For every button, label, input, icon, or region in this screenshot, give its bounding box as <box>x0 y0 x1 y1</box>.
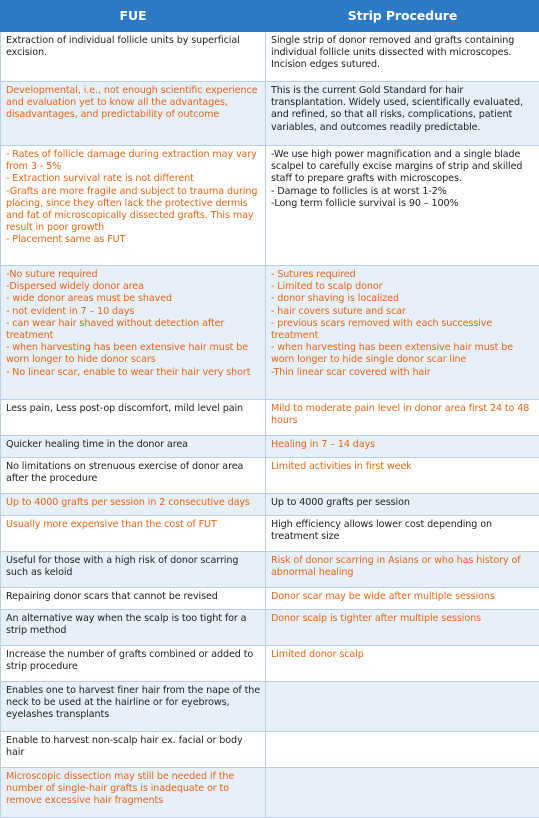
strip-cell <box>266 435 539 457</box>
table-row <box>1 81 539 145</box>
cell-line: Donor scar may be wide after multiple sessions <box>271 590 495 602</box>
strip-cell <box>266 265 539 399</box>
strip-cell <box>266 81 539 145</box>
cell-line: - Rates of follicle damage during extraction may vary from 3 - 5% <box>6 148 257 173</box>
strip-cell <box>266 587 539 609</box>
strip-cell <box>266 145 539 265</box>
table-row <box>1 32 539 82</box>
fue-cell <box>1 81 266 145</box>
table-row <box>1 493 539 515</box>
cell-line: Microscopic dissection may still be needed if the number of single-hair grafts is inadequate or to remove excessive hair fragments <box>6 770 235 807</box>
header-fue: FUE <box>1 1 266 32</box>
cell-line: - previous scars removed with each successive treatment <box>271 317 493 341</box>
cell-line: - Damage to follicles is at worst 1-2% <box>271 185 447 197</box>
table-row <box>1 457 539 493</box>
strip-cell <box>266 493 539 515</box>
cell-line: Less pain, Less post-op discomfort, mild level pain <box>6 402 244 414</box>
cell-line: - not evident in 7 – 10 days <box>6 305 135 317</box>
strip-cell <box>266 515 539 551</box>
cell-line: An alternative way when the scalp is too tight for a strip method <box>6 612 247 637</box>
cell-line: Single strip of donor removed and grafts containing individual follicle units dissected with microscopes. Incision edges sutured. <box>271 35 515 71</box>
cell-line: - wide donor areas must be shaved <box>6 293 173 305</box>
cell-line: High efficiency allows lower cost depending on treatment size <box>271 518 492 543</box>
fue-cell <box>1 493 266 515</box>
strip-cell <box>266 609 539 645</box>
fue-cell <box>1 265 266 399</box>
cell-line: Donor scalp is tighter after multiple sessions <box>271 612 482 624</box>
table-row <box>1 265 539 399</box>
cell-line: Usually more expensive than the cost of FUT <box>6 518 217 530</box>
table-row <box>1 551 539 587</box>
strip-cell <box>266 681 539 731</box>
cell-line: - can wear hair shaved without detection after treatment <box>6 317 225 341</box>
cell-line: - No linear scar, enable to wear their hair very short <box>6 366 251 378</box>
fue-cell <box>1 145 266 265</box>
cell-line: Limited activities in first week <box>271 460 412 472</box>
cell-line: Repairing donor scars that cannot be revised <box>6 590 218 602</box>
table-row <box>1 515 539 551</box>
table-row <box>1 145 539 265</box>
cell-line: Up to 4000 grafts per session <box>271 496 410 508</box>
cell-line: Enable to harvest non-scalp hair ex. facial or body hair <box>6 734 243 759</box>
fue-cell <box>1 767 266 817</box>
cell-line: Risk of donor scarring in Asians or who has history of abnormal healing <box>271 554 521 579</box>
cell-line: Healing in 7 – 14 days <box>271 438 376 450</box>
cell-line: Quicker healing time in the donor area <box>6 438 188 450</box>
table-row <box>1 645 539 681</box>
fue-cell <box>1 609 266 645</box>
cell-line: -No suture required <box>6 268 98 280</box>
header-row <box>1 1 539 32</box>
table-row <box>1 731 539 767</box>
strip-cell <box>266 731 539 767</box>
strip-cell <box>266 399 539 435</box>
cell-line: Useful for those with a high risk of donor scarring such as keloid <box>6 554 239 579</box>
fue-cell <box>1 551 266 587</box>
strip-cell <box>266 645 539 681</box>
strip-cell <box>266 551 539 587</box>
cell-line: -Thin linear scar covered with hair <box>271 366 431 378</box>
strip-cell <box>266 32 539 82</box>
table-body <box>1 32 539 818</box>
table-row <box>1 767 539 817</box>
cell-line: - hair covers suture and scar <box>271 305 406 317</box>
cell-line: - Placement same as FUT <box>6 234 126 246</box>
cell-line: Increase the number of grafts combined or added to strip procedure <box>6 648 254 673</box>
fue-cell <box>1 457 266 493</box>
cell-line: - Sutures required <box>271 268 356 280</box>
strip-cell <box>266 457 539 493</box>
cell-line: -Dispersed widely donor area <box>6 281 144 293</box>
cell-line: This is the current Gold Standard for hair transplantation. Widely used, scientifically evaluated, and refined, so that all risks, complications, patient variables, and outcomes readily predictable. <box>271 84 523 133</box>
cell-line: -Long term follicle survival is 90 – 100% <box>271 197 459 209</box>
table-row <box>1 587 539 609</box>
table-row <box>1 681 539 731</box>
fue-cell <box>1 435 266 457</box>
fue-cell <box>1 587 266 609</box>
fue-cell <box>1 399 266 435</box>
cell-line: Limited donor scalp <box>271 648 364 660</box>
cell-line: - when harvesting has been extensive hair must be worn longer to hide single donor scar line <box>271 342 514 366</box>
table-row <box>1 609 539 645</box>
fue-cell <box>1 515 266 551</box>
cell-line: Extraction of individual follicle units by superficial excision. <box>6 35 240 59</box>
cell-line: Enables one to harvest finer hair from the nape of the neck to be used at the hairline or for eyebrows, eyelashes transplants <box>6 684 261 721</box>
cell-line: Developmental, i.e., not enough scientific experience and evaluation yet to know all the advantages, disadvantages, and predictability of outcome <box>6 84 258 121</box>
cell-line: Mild to moderate pain level in donor area first 24 to 48 hours <box>271 402 530 427</box>
table-row <box>1 435 539 457</box>
cell-line: - Extraction survival rate is not different <box>6 173 194 185</box>
cell-line: No limitations on strenuous exercise of donor area after the procedure <box>6 460 244 485</box>
cell-line: -Grafts are more fragile and subject to trauma during placing, since they often lack the protective dermis and fat of microscopically dissected grafts. This may result in poor growth <box>6 185 258 234</box>
cell-line: - Limited to scalp donor <box>271 281 383 293</box>
header-strip-procedure: Strip Procedure <box>266 1 539 32</box>
fue-cell <box>1 731 266 767</box>
fue-cell <box>1 645 266 681</box>
cell-line: -We use high power magnification and a single blade scalpel to carefully excise margins of strip and skilled staff to prepare grafts with microscopes. <box>271 148 523 185</box>
cell-line: - donor shaving is localized <box>271 293 399 305</box>
fue-cell <box>1 681 266 731</box>
strip-cell <box>266 767 539 817</box>
cell-line: Up to 4000 grafts per session in 2 consecutive days <box>6 496 250 508</box>
cell-line: - when harvesting has been extensive hair must be worn longer to hide donor scars <box>6 342 249 366</box>
table-row <box>1 399 539 435</box>
fue-cell <box>1 32 266 82</box>
